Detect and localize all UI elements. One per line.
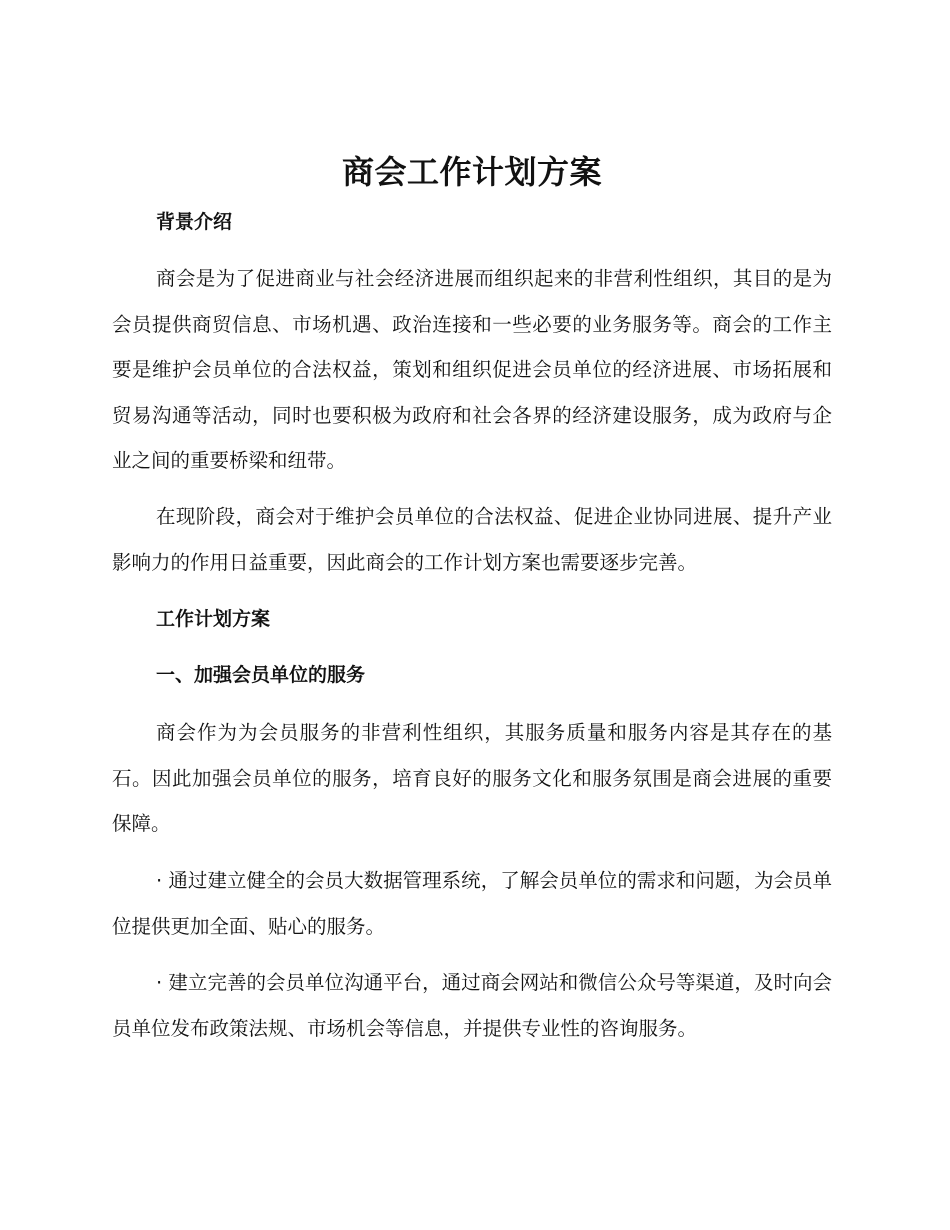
subsection-heading-member-service: 一、加强会员单位的服务 (156, 664, 366, 686)
paragraph-background-1: 商会是为了促进商业与社会经济进展而组织起来的非营利性组织，其目的是为会员提供商贸信息、市场机遇、政治连接和一些必要的业务服务等。商会的工作主要是维护会员单位的合法权益，策划和组织促进会员单位的经济进展、市场拓展和贸易沟通等活动，同时也要积极为政府和社会各界的经济建设服务，成为政府与企业之间的重要桥梁和纽带。 (112, 267, 832, 472)
paragraph-member-service: 商会作为为会员服务的非营利性组织，其服务质量和服务内容是其存在的基石。因此加强会员单位的服务，培育良好的服务文化和服务氛围是商会进展的重要保障。 (112, 721, 832, 835)
bullet-communication-platform: · 建立完善的会员单位沟通平台，通过商会网站和微信公众号等渠道，及时向会员单位发布政策法规、市场机会等信息，并提供专业性的咨询服务。 (112, 971, 832, 1040)
bullet-big-data-system: · 通过建立健全的会员大数据管理系统，了解会员单位的需求和问题，为会员单位提供更加全面、贴心的服务。 (112, 869, 832, 938)
section-heading-work-plan: 工作计划方案 (156, 608, 271, 630)
paragraph-background-2: 在现阶段，商会对于维护会员单位的合法权益、促进企业协同进展、提升产业影响力的作用日益重要，因此商会的工作计划方案也需要逐步完善。 (112, 505, 832, 574)
document-title: 商会工作计划方案 (341, 153, 602, 191)
section-heading-background: 背景介绍 (156, 211, 233, 233)
